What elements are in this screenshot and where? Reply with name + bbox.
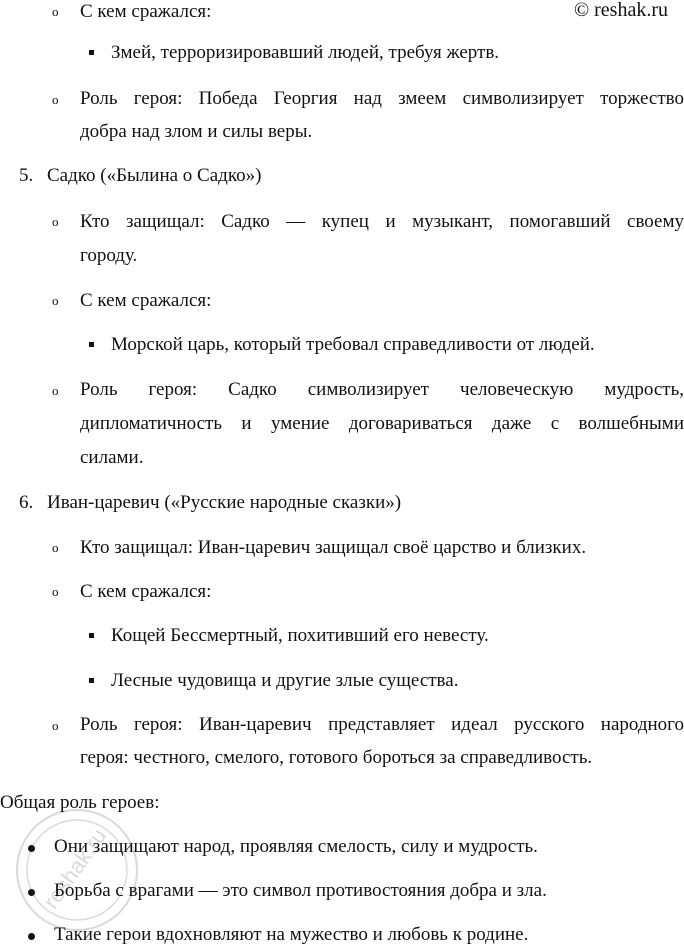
defended-line: городу. xyxy=(80,245,138,266)
hero-title: Иван-царевич («Русские народные сказки») xyxy=(47,492,402,513)
circle-bullet-icon: o xyxy=(52,214,59,229)
circle-bullet-icon: o xyxy=(52,540,59,555)
enemy-item: Лесные чудовища и другие злые существа. xyxy=(111,670,459,691)
role-text-line: Роль героя: Иван-царевич представляет идеал русского народного xyxy=(80,714,684,735)
list-number: 6. xyxy=(19,492,34,513)
role-text-line: добра над злом и силы веры. xyxy=(80,121,313,142)
site-label: © reshak.ru xyxy=(573,0,668,21)
role-text-line: дипломатичность и умение договариваться даже с волшебными xyxy=(80,413,684,434)
defended-line: Кто защищал: Иван-царевич защищал своё царство и близких. xyxy=(80,537,587,558)
role-text-line: Роль героя: Победа Георгия над змеем символизирует торжество xyxy=(80,88,684,109)
general-point: Такие герои вдохновляют на мужество и любовь к родине. xyxy=(54,924,529,945)
role-text-line: героя: честного, смелого, готового бороться за справедливость. xyxy=(80,747,593,768)
circle-bullet-icon: o xyxy=(52,92,59,107)
square-bullet-icon xyxy=(89,678,94,683)
circle-bullet-icon: o xyxy=(52,4,59,19)
circle-bullet-icon: o xyxy=(52,383,59,398)
general-heading: Общая роль героев: xyxy=(0,792,160,813)
with-whom-label: С кем сражался: xyxy=(80,290,212,311)
with-whom-label: С кем сражался: xyxy=(80,1,212,22)
dot-bullet-icon xyxy=(28,933,35,940)
enemy-item: Змей, терроризировавший людей, требуя жертв. xyxy=(111,42,500,63)
circle-bullet-icon: o xyxy=(52,718,59,733)
hero-title: Садко («Былина о Садко») xyxy=(47,165,262,186)
square-bullet-icon xyxy=(89,633,94,638)
circle-bullet-icon: o xyxy=(52,584,59,599)
dot-bullet-icon xyxy=(28,845,35,852)
dot-bullet-icon xyxy=(28,889,35,896)
enemy-item: Кощей Бессмертный, похитивший его невесту. xyxy=(111,625,489,646)
defended-line: Кто защищал: Садко — купец и музыкант, помогавший своему xyxy=(80,211,684,232)
list-number: 5. xyxy=(19,165,34,186)
role-text-line: силами. xyxy=(80,447,144,468)
square-bullet-icon xyxy=(89,342,94,347)
square-bullet-icon xyxy=(89,50,94,55)
general-point: Они защищают народ, проявляя смелость, силу и мудрость. xyxy=(54,836,538,857)
with-whom-label: С кем сражался: xyxy=(80,581,212,602)
circle-bullet-icon: o xyxy=(52,293,59,308)
enemy-item: Морской царь, который требовал справедливости от людей. xyxy=(111,334,595,355)
svg-text:reshak.ru: reshak.ru xyxy=(38,823,112,914)
role-text-line: Роль героя: Садко символизирует человеческую мудрость, xyxy=(80,379,684,400)
general-point: Борьба с врагами — это символ противостояния добра и зла. xyxy=(54,880,547,901)
